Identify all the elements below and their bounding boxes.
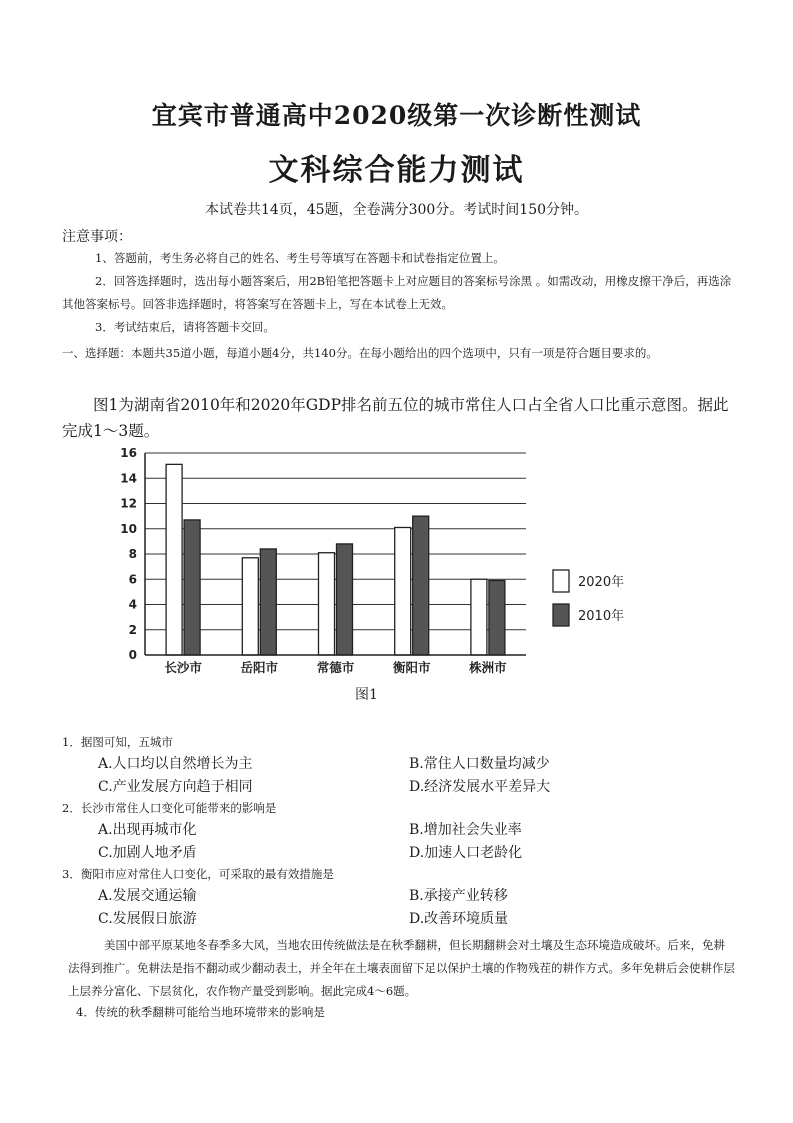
- notice-item: 1、答题前，考生务必将自己的姓名、考生号等填写在答题卡和试卷指定位置上。: [95, 251, 505, 265]
- x-tick-label: 株洲市: [469, 660, 507, 675]
- question-2-option: C.加剧人地矛盾: [98, 845, 197, 861]
- x-tick-label: 长沙市: [164, 660, 202, 675]
- reading-passage: 美国中部平原某地冬春季多大风，当地农田传统做法是在秋季翻耕，但长期翻耕会对土壤及生态环境造成破坏。后来，免耕法得到推广。免耕法是指不翻动或少翻动表土，并全年在土壤表面留下足以保护土壤的作物残茬的耕作方式。多年免耕后会使耕作层上层养分富化、下层贫化，农作物产量受到影响。据此完成4～6题。: [68, 938, 735, 998]
- question-1-option: C.产业发展方向趋于相同: [98, 779, 253, 795]
- figure-caption: 图1: [355, 687, 378, 703]
- chart-grid: [145, 453, 526, 630]
- y-tick-label: 0: [128, 648, 137, 662]
- y-tick-label: 6: [128, 572, 137, 587]
- bar-2010: [413, 516, 429, 655]
- question-3-option: D.改善环境质量: [409, 911, 509, 927]
- legend-swatch: [553, 604, 569, 626]
- y-tick-label: 16: [120, 446, 137, 460]
- x-tick-labels: [164, 660, 507, 675]
- exam-info: 本试卷共14页，45题，全卷满分300分。考试时间150分钟。: [204, 202, 589, 218]
- notice-heading: 注意事项：: [62, 229, 132, 245]
- y-tick-labels: [120, 446, 137, 662]
- question-2-stem: 2．长沙市常住人口变化可能带来的影响是: [62, 801, 277, 815]
- question-1-option: A.人口均以自然增长为主: [98, 756, 253, 772]
- bar-2010: [260, 549, 276, 655]
- question-intro: 图1为湖南省2010年和2020年GDP排名前五位的城市常住人口占全省人口比重示意图。据此完成1～3题。: [62, 396, 729, 440]
- question-3-option: B.承接产业转移: [409, 888, 508, 904]
- question-4-stem: 4．传统的秋季翻耕可能给当地环境带来的影响是: [76, 1005, 325, 1019]
- question-1-stem: 1．据图可知，五城市: [62, 735, 173, 749]
- section-heading: 一、选择题：本题共35道小题，每道小题4分，共140分。在每小题给出的四个选项中，只有一项是符合题目要求的。: [62, 346, 658, 360]
- question-3-option: A.发展交通运输: [98, 888, 197, 904]
- x-tick-label: 常德市: [316, 660, 355, 675]
- bar-2010: [489, 581, 505, 655]
- chart-bars: [166, 464, 505, 655]
- bar-2010: [337, 544, 353, 655]
- x-tick-label: 衡阳市: [392, 660, 431, 675]
- bar-2020: [471, 579, 487, 655]
- legend-label: 2010年: [578, 609, 625, 624]
- exam-subject: 文科综合能力测试: [268, 153, 525, 188]
- bar-2020: [319, 553, 335, 655]
- y-tick-label: 14: [120, 471, 137, 486]
- y-tick-label: 8: [128, 547, 137, 561]
- chart-legend: [553, 570, 624, 626]
- question-1-option: D.经济发展水平差异大: [409, 779, 551, 795]
- y-tick-label: 4: [128, 597, 137, 612]
- y-tick-label: 2: [128, 622, 137, 637]
- y-tick-label: 10: [120, 521, 137, 536]
- x-tick-label: 岳阳市: [240, 660, 279, 675]
- question-3-option: C.发展假日旅游: [98, 911, 197, 927]
- question-2-option: A.出现再城市化: [98, 822, 197, 838]
- question-3-stem: 3．衡阳市应对常住人口变化，可采取的最有效措施是: [62, 867, 334, 881]
- bar-2020: [166, 464, 182, 655]
- question-2-option: B.增加社会失业率: [409, 822, 522, 838]
- legend-label: 2020年: [578, 575, 625, 590]
- question-1-option: B.常住人口数量均减少: [409, 756, 550, 772]
- bar-2020: [395, 527, 411, 655]
- bar-chart: [100, 440, 660, 710]
- notice-item: 3．考试结束后，请将答题卡交回。: [95, 320, 275, 334]
- legend-swatch: [553, 570, 569, 592]
- bar-2010: [184, 520, 200, 655]
- bar-2020: [242, 558, 258, 655]
- y-tick-label: 12: [120, 496, 137, 511]
- exam-title: 宜宾市普通高中2020级第一次诊断性测试: [151, 101, 642, 130]
- question-2-option: D.加速人口老龄化: [409, 845, 523, 861]
- notice-item: 2．回答选择题时，选出每小题答案后，用2B铅笔把答题卡上对应题目的答案标号涂黑 。如需改动，用橡皮擦干净后，再选涂其他答案标号。回答非选择题时，将答案写在答题卡上，写在本试卷上无效。: [62, 274, 732, 311]
